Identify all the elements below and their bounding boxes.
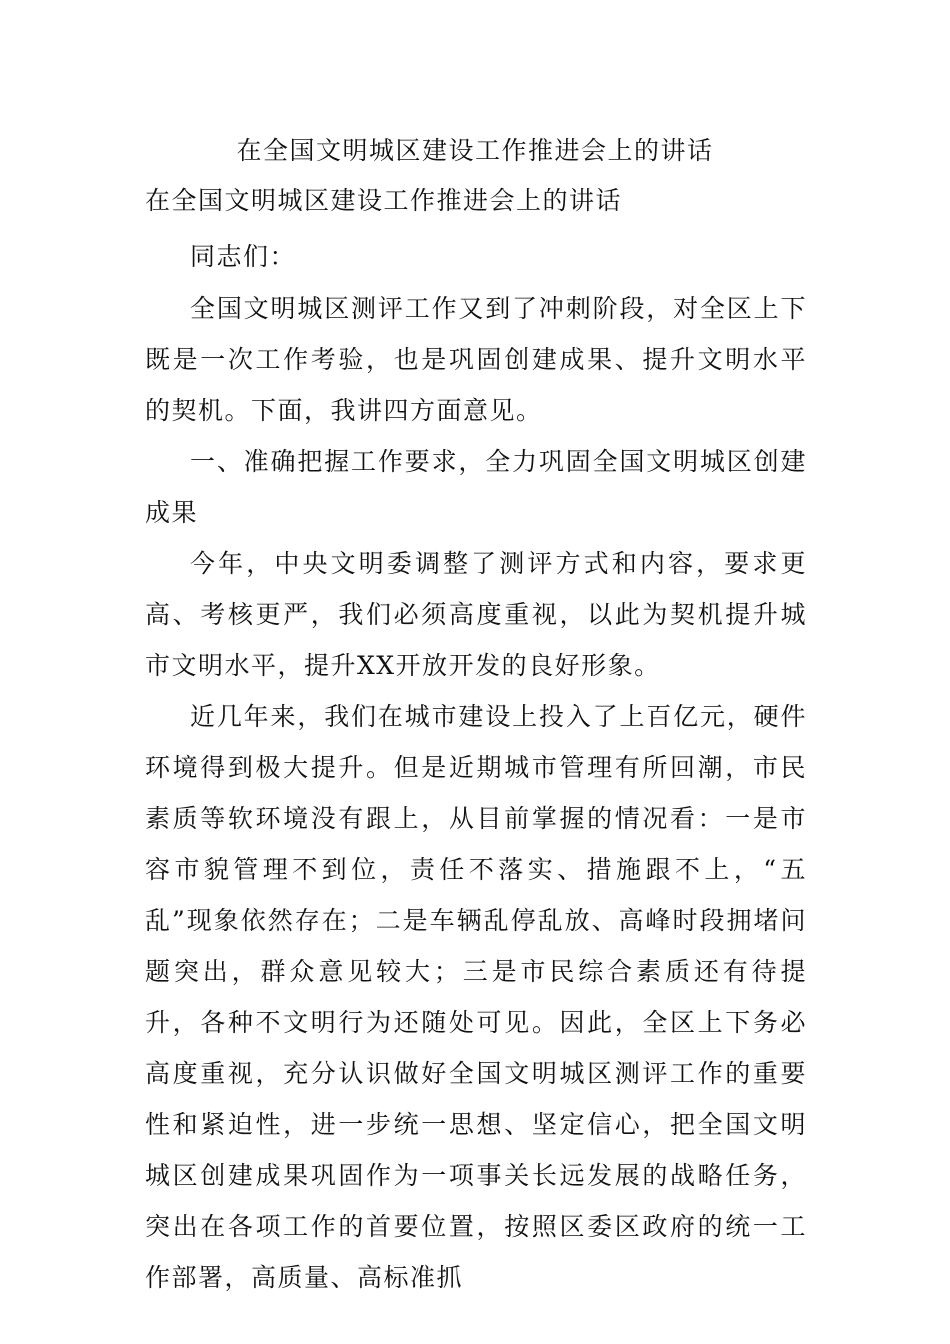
document-subtitle: 在全国文明城区建设工作推进会上的讲话 (145, 186, 623, 215)
salutation: 同志们： (190, 242, 297, 271)
document-body (145, 231, 807, 1303)
paragraph: 近几年来，我们在城市建设上投入了上百亿元，硬件环境得到极大提升。但是近期城市管理有所回潮，市民素质等软环境没有跟上，从目前掌握的情况看：一是市容市貌管理不到位，责任不落实、措施跟不上，“五乱”现象依然存在；二是车辆乱停乱放、高峰时段拥堵问题突出，群众意见较大；三是市民综合素质还有待提升，各种不文明行为还随处可见。因此，全区上下务必高度重视，充分认识做好全国文明城区测评工作的重要性和紧迫性，进一步统一思想、坚定信心，把全国文明城区创建成果巩固作为一项事关长远发展的战略任务，突出在各项工作的首要位置，按照区委区政府的统一工作部署，高质量、高标准抓 (145, 702, 807, 1292)
section-heading: 一、准确把握工作要求，全力巩固全国文明城区创建成果 (145, 447, 807, 527)
paragraph: 全国文明城区测评工作又到了冲刺阶段，对全区上下既是一次工作考验，也是巩固创建成果、提升文明水平的契机。下面，我讲四方面意见。 (145, 294, 807, 425)
document-title: 在全国文明城区建设工作推进会上的讲话 (236, 136, 714, 165)
paragraph: 今年，中央文明委调整了测评方式和内容，要求更高、考核更严，我们必须高度重视，以此为契机提升城市文明水平，提升XX开放开发的良好形象。 (145, 549, 807, 680)
